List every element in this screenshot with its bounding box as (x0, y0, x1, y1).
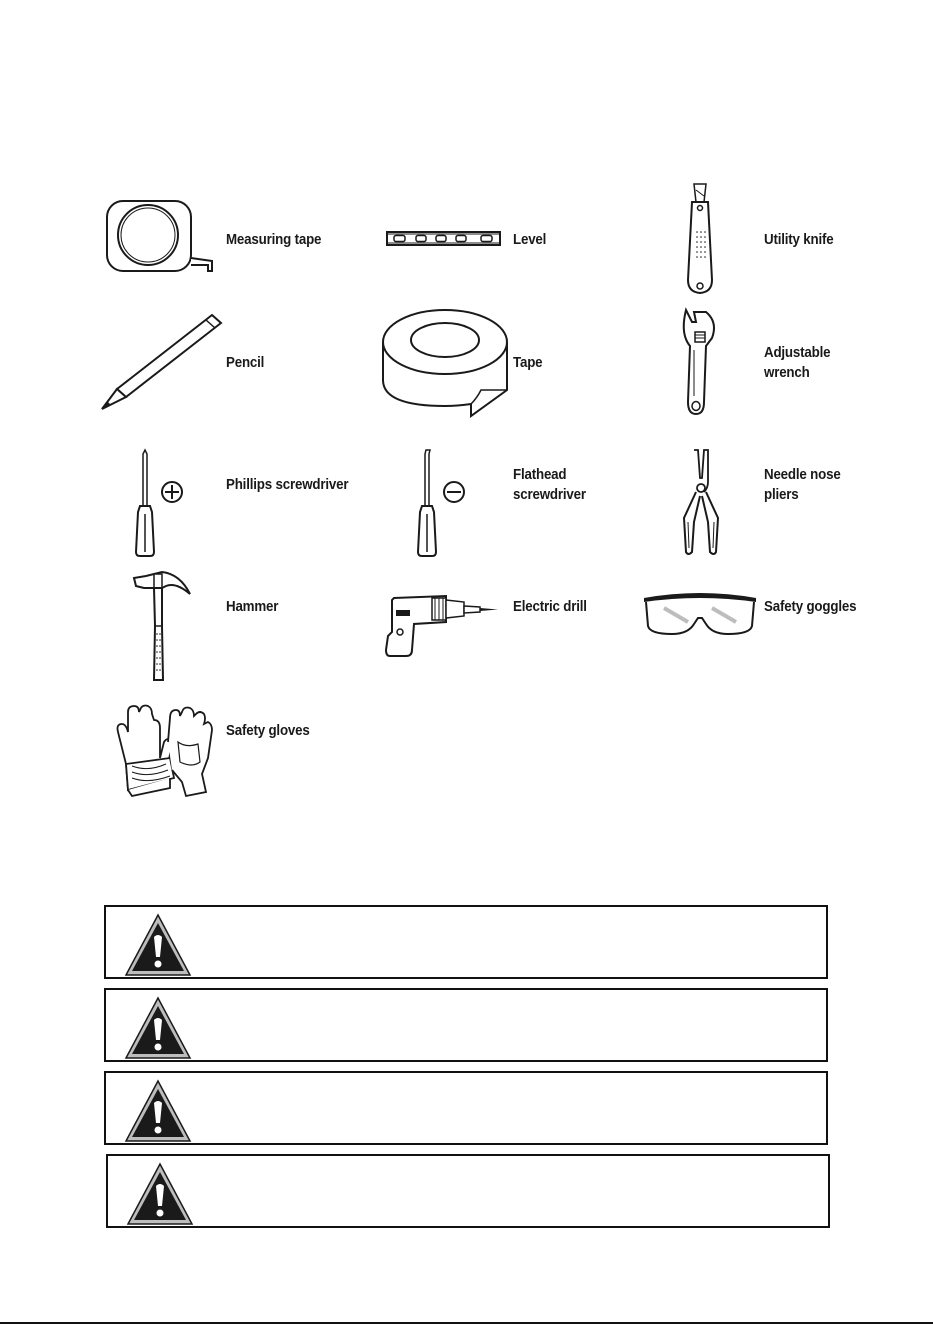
safety-gloves-icon (108, 702, 214, 798)
label-pencil: Pencil (226, 355, 265, 371)
label-needle-nose-pliers-line1: Needle nose (764, 467, 841, 483)
needle-nose-pliers-icon (678, 448, 724, 558)
warning-triangle-icon (124, 996, 192, 1060)
warning-triangle-icon (126, 1162, 194, 1226)
electric-drill-icon (384, 592, 500, 658)
measuring-tape-icon (104, 198, 219, 276)
warning-box-2 (104, 988, 828, 1062)
safety-goggles-icon (642, 588, 758, 638)
label-flathead-screwdriver-line2: screwdriver (513, 487, 586, 503)
label-adjustable-wrench-line1: Adjustable (764, 345, 831, 361)
label-hammer: Hammer (226, 599, 279, 615)
label-safety-goggles: Safety goggles (764, 599, 857, 615)
pencil-icon (100, 313, 224, 411)
warning-triangle-icon (124, 913, 192, 977)
label-electric-drill: Electric drill (513, 599, 587, 615)
adjustable-wrench-icon (680, 306, 720, 418)
level-icon (386, 231, 501, 246)
label-flathead-screwdriver-line1: Flathead (513, 467, 567, 483)
label-safety-gloves: Safety gloves (226, 723, 310, 739)
label-needle-nose-pliers-line2: pliers (764, 487, 799, 503)
warning-triangle-icon (124, 1079, 192, 1143)
warning-box-1 (104, 905, 828, 979)
hammer-icon (132, 570, 192, 684)
warning-box-3 (104, 1071, 828, 1145)
utility-knife-icon (684, 182, 716, 296)
warning-box-4 (106, 1154, 830, 1228)
label-utility-knife: Utility knife (764, 232, 834, 248)
flathead-screwdriver-icon (416, 448, 468, 558)
label-tape: Tape (513, 355, 543, 371)
tape-roll-icon (381, 306, 509, 418)
label-measuring-tape: Measuring tape (226, 232, 322, 248)
phillips-screwdriver-icon (134, 448, 186, 558)
label-level: Level (513, 232, 547, 248)
label-adjustable-wrench-line2: wrench (764, 365, 810, 381)
label-phillips-screwdriver: Phillips screwdriver (226, 477, 349, 493)
